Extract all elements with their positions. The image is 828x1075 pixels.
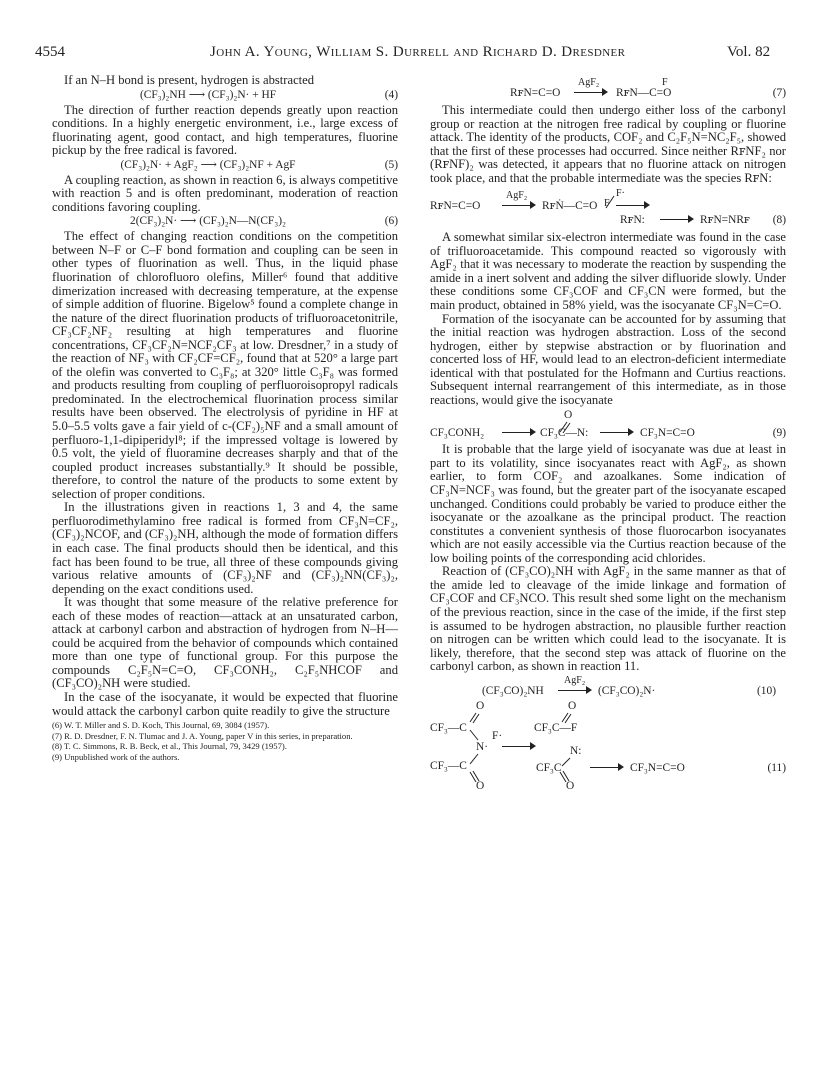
footnote: (9) Unpublished work of the authors.: [52, 751, 180, 762]
reaction-arrow: [660, 215, 694, 224]
paragraph: In the illustrations given in reactions 1, 3 and 4, the same perfluorodimethylamino free radical is formed from CF₃N=CF₂, (CF₃)₂NCOF, and (CF₃)₂NH, although the mode of formation differs in each case. The final products should then be identical, and this fact has been found to be true, all three of these compounds giving various relative amounts of (CF₃)₂NF and (CF₃)₂NN(CF₃)₂, depending on the exact conditions used.: [52, 500, 398, 596]
reaction-arrow: [558, 686, 592, 695]
equation-6: 2(CF₃)₂N· ⟶ (CF₃)₂N—N(CF₃)₂ (6): [130, 215, 398, 228]
author-line: John A. Young, William S. Durrell and Richard D. Dresdner: [210, 44, 626, 60]
equation-10: (CF₃CO)₂NH AgF₂ (CF₃CO)₂N· (10): [482, 674, 776, 697]
page-number: 4554: [35, 44, 65, 60]
paragraph: It is probable that the large yield of isocyanate was due at least in part to its volatility, since isocyanates react with AgF₂, as shown earlier, to form COF₂ and azoalkanes. Some indication of CF₃N=NCF₃ was found, but the greater part of the isocyanate escaped unchanged. Conditions could probably be varied to produce either the isocyanate or the azoalkane as the principal product. The reaction constitutes a convenient synthesis of those fluorocarbon isocyanates which are not easily accessible via the Curtius reaction because of the low boiling points of the corresponding acid chlorides.: [430, 442, 786, 565]
reaction-arrow: [502, 742, 536, 751]
reaction-arrow: [590, 763, 624, 772]
volume-label: Vol. 82: [727, 44, 771, 60]
footnote: (6) W. T. Miller and S. D. Koch, This Journal, 69, 3084 (1957).: [52, 720, 270, 731]
equation-7: RꜰN=C=O AgF₂ F RꜰN—C=O (7): [510, 77, 786, 99]
paragraph: If an N–H bond is present, hydrogen is abstracted: [64, 73, 315, 87]
paragraph: Formation of the isocyanate can be accounted for by assuming that the initial reaction was hydrogen abstraction. Loss of the second hydrogen, either by stepwise abstraction or by fluorination and concerted loss of HF, would lead to an electron-deficient intermediate identical with that postulated for the Hofmann and Curtius reactions. Subsequent internal rearrangement of this intermediate, as in those reactions, would give the isocyanate: [430, 311, 786, 407]
equation-4: (CF₃)₂NH ⟶ (CF₃)₂N· + HF (4): [139, 88, 398, 101]
reaction-arrow: [600, 428, 634, 437]
reaction-arrow: [616, 201, 650, 210]
paragraph: This intermediate could then undergo either loss of the carbonyl group or reaction at the nitrogen free radical by coupling or fluorine attack. The identity of the products, COF₂ and C₂F₅N=NC₂F₅, showed that the first of these processes had occurred. Since neither RꜰNF₂ nor (RꜰNF)₂ was detected, it appears that no fluorine attack on nitrogen took place, and that the probable intermediate was the species RꜰN:: [430, 103, 786, 185]
footnote: (7) R. D. Dresdner, F. N. Tlumac and J. A. Young, paper V in this series, in preparation.: [52, 730, 353, 741]
equation-9: O CF₃CONH₂ CF₃C—N: CF₃N=C=O (9): [430, 409, 786, 440]
equation-8: F· F RꜰN=C=O AgF₂ RꜰṄ—C=O RꜰN: RꜰN=NRꜰ (8): [430, 187, 786, 229]
paragraph: The effect of changing reaction conditions on the competition between N–F or C–F bond formation and coupling can be seen in other types of fluorination as well. Thus, in the liquid phase fluorination of chlorofluoro olefins, Miller⁶ found that additive dimerization increased with decreasing temperature, at the expense of simple addition of fluorine. Bigelow⁵ found a complete change in the nature of the direct fluorination products of trifluoroacetonitrile, CF₃CF₂NF₂ resulting at high temperatures and fluorine concentrations, CF₃CF₂N=NCF₂CF₃ at low. Dresdner,⁷ in a study of the reaction of NF₃ with CF₂CF=CF₂, found that at 520° a large part of the olefin was converted to C₃F₈; at 320° little C₃F₈ was formed and products resulting from coupling of perfluoroisopropyl radicals predominated. In the electrochemical fluorination process similar results have been observed. The electrolysis of pyridine in HF at 5.0–5.5 volts gave a fair yield of c-(CF₂)₅NF and a small amount of perfluoro-1,1-dipiperidyl⁸; if the impressed voltage is lowered by 0.5 volt, the yield of fluoramine decreases sharply and that of the coupled product increases substantially.⁹ It should be possible, therefore, to control the nature of the products to some extent by selection of proper conditions.: [52, 229, 398, 501]
equation-11: O CF₃—C F· N· CF₃—C O O CF₃C—F N: CF₃C O CF₃N=C=O (11): [430, 699, 786, 792]
equation-5: (CF₃)₂N· + AgF₂ ⟶ (CF₃)₂NF + AgF (5): [120, 158, 398, 171]
left-column: [52, 74, 398, 762]
reaction-arrow: [574, 88, 608, 97]
paragraph: A coupling reaction, as shown in reaction 6, is always competitive with reaction 5 and is often predominant, moderation of reaction conditions favoring coupling.: [52, 172, 398, 214]
footnote: (8) T. C. Simmons, R. B. Beck, et al., This Journal, 79, 3429 (1957).: [52, 741, 287, 752]
right-column: [430, 74, 786, 794]
footnotes: [52, 720, 398, 762]
paragraph: In the case of the isocyanate, it would be expected that fluorine would attack the carbonyl carbon quite readily to give the structure: [52, 689, 398, 718]
paragraph: Reaction of (CF₃CO)₂NH with AgF₂ in the same manner as that of the amide led to cleavage of the imide linkage and formation of CF₃COF and CF₃NCO. This result shed some light on the mechanism of the previous reaction, since in the case of the imide, if the first step is assumed to be hydrogen abstraction, no plausible further reaction on nitrogen can be written which could lead to the isocyanate. It is likely, therefore, that the second step was attack of fluorine on the carbonyl carbon, as shown in reaction 11.: [430, 564, 786, 674]
paragraph: It was thought that some measure of the relative preference for each of these modes of reaction—attack at an unsaturated carbon, attack at carbonyl carbon and abstraction of hydrogen from N–H—could be acquired from the behavior of compounds which contained more than one type of functional group. For this purpose the compounds C₂F₅N=C=O, CF₃CONH₂, C₂F₅NHCOF and (CF₃CO)₂NH were studied.: [52, 595, 398, 691]
paragraph: The direction of further reaction depends greatly upon reaction conditions. In a highly energetic environment, i.e., large excess of fluorinating agent, good contact, and high temperatures, fluorine pickup by the free radical is favored.: [52, 102, 398, 158]
paragraph: A somewhat similar six-electron intermediate was found in the case of trifluoroacetamide. This compound reacted so vigorously with AgF₂ that it was necessary to moderate the reaction by suspending the amide in a inert solvent and adding the silver difluoride slowly. Under these conditions some CF₃COF and CF₃CN were formed, but the main product, obtained in 58% yield, was the isocyanate CF₃N=C=O.: [430, 230, 786, 313]
reaction-arrow: [502, 201, 536, 210]
reaction-arrow: [502, 428, 536, 437]
